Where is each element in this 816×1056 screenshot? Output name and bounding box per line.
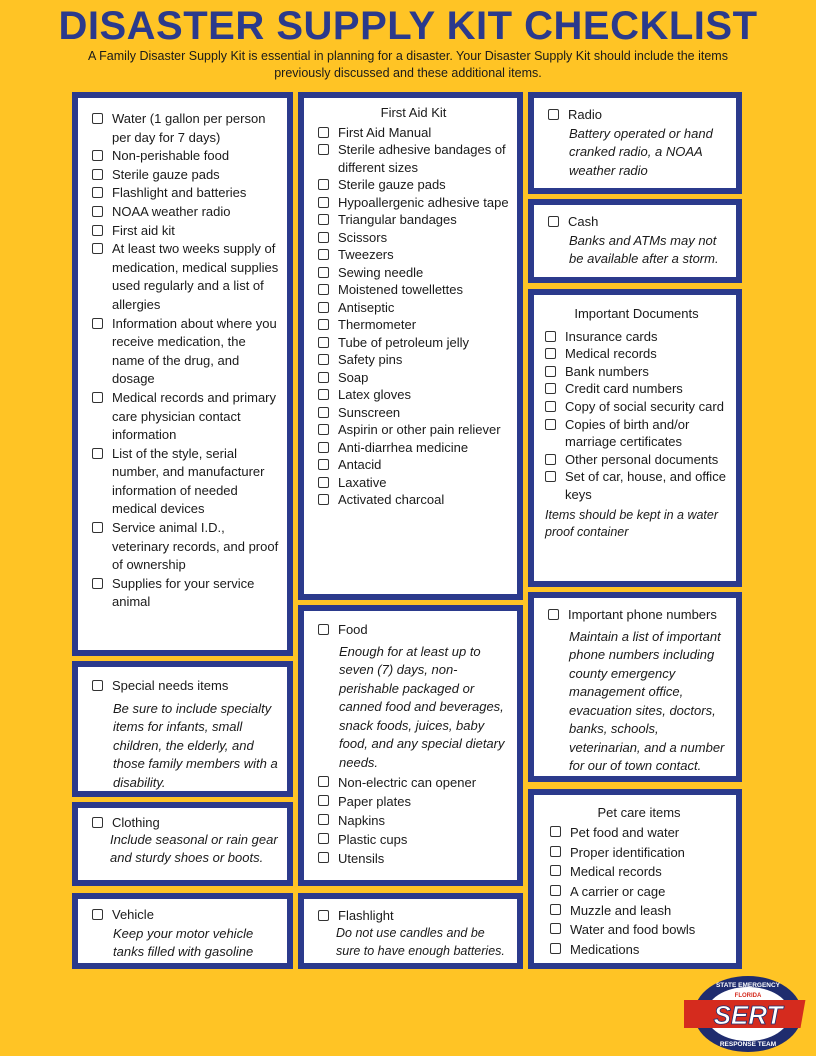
checkbox[interactable]	[318, 459, 329, 470]
checklist-item-label: Utensils	[338, 851, 385, 866]
checkbox[interactable]	[318, 776, 329, 787]
checkbox[interactable]	[92, 392, 103, 403]
checklist-item[interactable]	[318, 264, 509, 282]
checklist-item[interactable]	[318, 316, 509, 334]
checklist-item[interactable]	[545, 363, 728, 381]
checklist-item[interactable]	[318, 456, 509, 474]
radio-note: Battery operated or hand cranked radio, a NOAA weather radio	[569, 125, 713, 178]
checklist-item-label: Laxative	[338, 474, 387, 490]
checklist-item-label: Napkins	[338, 813, 385, 828]
checkbox[interactable]	[318, 477, 329, 488]
checklist-item-label: Scissors	[338, 229, 388, 245]
checklist-item[interactable]	[92, 445, 279, 519]
vehicle-note: Keep your motor vehicle tanks filled with gasoline	[113, 925, 254, 959]
checkbox[interactable]	[550, 826, 561, 837]
checklist-item-label: Latex gloves	[338, 387, 411, 403]
cash-label: Cash	[568, 214, 599, 229]
checklist-item-label: Anti-diarrhea medicine	[338, 439, 469, 455]
pets-box	[528, 789, 742, 969]
flashlight-row[interactable]	[318, 907, 509, 926]
checklist-item-label: Sterile gauze pads	[112, 166, 220, 182]
documents-note: Items should be kept in a water proof container	[545, 507, 719, 540]
food-label: Food	[338, 622, 368, 637]
checklist-item-label: Supplies for your service animal	[112, 575, 255, 610]
vehicle-box	[72, 893, 293, 969]
checklist-item[interactable]	[550, 901, 728, 920]
main-items-box	[72, 92, 293, 656]
checklist-item-label: A carrier or cage	[570, 883, 666, 899]
checkbox[interactable]	[318, 494, 329, 505]
checklist-item-label: Proper identification	[570, 844, 685, 860]
checklist-item[interactable]	[550, 940, 728, 959]
checklist-item[interactable]	[92, 184, 279, 203]
checklist-item[interactable]	[550, 920, 728, 939]
checklist-item[interactable]	[545, 328, 728, 346]
checklist-item-label: Water and food bowls	[570, 922, 696, 938]
checkbox[interactable]	[318, 389, 329, 400]
documents-header: Important Documents	[574, 306, 699, 321]
checkbox[interactable]	[92, 187, 103, 198]
checkbox[interactable]	[545, 331, 556, 342]
cash-checkbox[interactable]	[548, 216, 559, 227]
checkbox[interactable]	[318, 232, 329, 243]
checklist-item[interactable]	[545, 451, 728, 469]
page-subtitle: A Family Disaster Supply Kit is essential in planning for a disaster. Your Disaster Supply Kit should include the items previously discussed and these additional items.	[88, 49, 728, 80]
documents-list	[545, 328, 728, 504]
special-needs-checkbox[interactable]	[92, 680, 103, 691]
checklist-item-label: Hypoallergenic adhesive tape	[338, 194, 509, 210]
checklist-item[interactable]	[318, 830, 509, 849]
checklist-item-label: Tweezers	[338, 247, 394, 263]
checklist-item[interactable]	[318, 849, 509, 868]
checklist-item[interactable]	[550, 882, 728, 901]
checklist-item[interactable]	[545, 416, 728, 451]
cash-box	[528, 199, 742, 283]
checkbox[interactable]	[318, 795, 329, 806]
checkbox[interactable]	[550, 904, 561, 915]
checklist-item-label: Insurance cards	[565, 328, 658, 344]
checkbox[interactable]	[318, 302, 329, 313]
checkbox[interactable]	[545, 366, 556, 377]
checklist-item-label: Bank numbers	[565, 363, 649, 379]
checkbox[interactable]	[318, 144, 329, 155]
checklist-item[interactable]	[92, 575, 279, 612]
checklist-item[interactable]	[318, 229, 509, 247]
checklist-item-label: Pet food and water	[570, 825, 680, 841]
checkbox[interactable]	[318, 249, 329, 260]
clothing-row[interactable]	[92, 814, 279, 833]
checkbox[interactable]	[92, 169, 103, 180]
checklist-item-label: Muzzle and leash	[570, 903, 672, 919]
checklist-item-label: Medical records	[565, 346, 657, 362]
sert-logo	[684, 974, 812, 1054]
checklist-item-label: Credit card numbers	[565, 381, 683, 397]
checklist-item-label: First Aid Manual	[338, 124, 432, 140]
first-aid-list	[318, 124, 509, 509]
phone-row[interactable]	[548, 606, 728, 625]
cash-row[interactable]	[548, 213, 728, 232]
logo-top-text: STATE EMERGENCY	[715, 982, 781, 989]
checklist-item-label: Copies of birth and/or marriage certificates	[565, 416, 690, 450]
food-checkbox[interactable]	[318, 624, 329, 635]
checklist-item-label: At least two weeks supply of medication, medical supplies used regularly and a list of allergies	[112, 241, 279, 312]
checkbox[interactable]	[92, 243, 103, 254]
checklist-item[interactable]	[318, 211, 509, 229]
checkbox[interactable]	[318, 337, 329, 348]
checkbox[interactable]	[318, 284, 329, 295]
checklist-item-label: Water (1 gallon per person per day for 7 days)	[112, 111, 266, 145]
checklist-item[interactable]	[92, 315, 279, 389]
checkbox[interactable]	[92, 318, 103, 329]
checklist-item[interactable]	[550, 862, 728, 881]
checklist-item[interactable]	[318, 404, 509, 422]
checklist-item[interactable]	[318, 811, 509, 830]
checkbox[interactable]	[318, 319, 329, 330]
clothing-box	[72, 802, 293, 886]
checkbox[interactable]	[545, 401, 556, 412]
checklist-item[interactable]	[318, 281, 509, 299]
checkbox[interactable]	[318, 214, 329, 225]
checkbox[interactable]	[318, 852, 329, 863]
checklist-item-label: Sewing needle	[338, 264, 424, 280]
checklist-item[interactable]	[92, 110, 279, 147]
checklist-item[interactable]	[92, 389, 279, 445]
checkbox[interactable]	[318, 354, 329, 365]
checklist-item-label: Set of car, house, and office keys	[565, 469, 726, 502]
checkbox[interactable]	[545, 348, 556, 359]
checklist-item-label: Service animal I.D., veterinary records, and proof of ownership	[112, 520, 279, 573]
phone-label: Important phone numbers	[568, 607, 717, 622]
checklist-item-label: Copy of social security card	[565, 398, 724, 414]
checkbox[interactable]	[318, 442, 329, 453]
checklist-item[interactable]	[318, 369, 509, 387]
checklist-item[interactable]	[545, 468, 728, 503]
checklist-item[interactable]	[92, 519, 279, 575]
flashlight-box	[298, 893, 523, 969]
checklist-item-label: Thermometer	[338, 317, 417, 333]
checklist-item-label: Soap	[338, 369, 369, 385]
flashlight-checkbox[interactable]	[318, 910, 329, 921]
checklist-item[interactable]	[92, 203, 279, 222]
checklist-item[interactable]	[318, 176, 509, 194]
checklist-item[interactable]	[545, 398, 728, 416]
checklist-item-label: Flashlight and batteries	[112, 185, 247, 201]
checklist-item[interactable]	[318, 386, 509, 404]
checklist-item-label: List of the style, serial number, and manufacturer information of needed medical devices	[112, 445, 265, 517]
checklist-item[interactable]	[318, 792, 509, 811]
checkbox[interactable]	[92, 113, 103, 124]
checklist-item[interactable]	[318, 491, 509, 509]
checklist-item-label: NOAA weather radio	[112, 203, 231, 219]
checkbox[interactable]	[318, 267, 329, 278]
clothing-label: Clothing	[112, 815, 160, 830]
checklist-item-label: Information about where you receive medication, the name of the drug, and dosage	[112, 315, 277, 387]
checkbox[interactable]	[545, 419, 556, 430]
checklist-item-label: Moistened towellettes	[338, 282, 464, 298]
checklist-item[interactable]	[318, 351, 509, 369]
checklist-item-label: Other personal documents	[565, 451, 719, 467]
checkbox[interactable]	[318, 814, 329, 825]
checklist-item-label: Antiseptic	[338, 299, 395, 315]
checklist-item-label: Plastic cups	[338, 832, 408, 847]
checkbox[interactable]	[92, 225, 103, 236]
special-needs-label: Special needs items	[112, 678, 229, 693]
phone-checkbox[interactable]	[548, 609, 559, 620]
pets-header: Pet care items	[597, 805, 681, 820]
checklist-item[interactable]	[318, 194, 509, 212]
checklist-item[interactable]	[92, 147, 279, 166]
clothing-note: Include seasonal or rain gear and sturdy shoes or boots.	[110, 831, 278, 865]
checkbox[interactable]	[318, 372, 329, 383]
checklist-item-label: Non-perishable food	[112, 148, 230, 164]
checkbox[interactable]	[318, 127, 329, 138]
food-row[interactable]	[318, 621, 509, 640]
flashlight-label: Flashlight	[338, 908, 394, 923]
checklist-item-label: Sterile adhesive bandages of different sizes	[338, 142, 506, 175]
checkbox[interactable]	[550, 923, 561, 934]
radio-checkbox[interactable]	[548, 109, 559, 120]
checklist-item-label: Triangular bandages	[338, 212, 457, 228]
special-needs-row[interactable]	[92, 677, 279, 696]
checklist-item-label: Paper plates	[338, 794, 411, 809]
food-items-list	[318, 773, 509, 868]
checklist-item[interactable]	[92, 222, 279, 241]
checklist-item[interactable]	[318, 334, 509, 352]
checkbox[interactable]	[318, 407, 329, 418]
checklist-item[interactable]	[550, 843, 728, 862]
checklist-item-label: Antacid	[338, 457, 382, 473]
checklist-item[interactable]	[318, 246, 509, 264]
flashlight-note: Do not use candles and be sure to have enough batteries.	[336, 925, 505, 958]
checklist-item-label: Sterile gauze pads	[338, 177, 446, 193]
first-aid-box	[298, 92, 523, 600]
checkbox[interactable]	[92, 522, 103, 533]
pets-list	[550, 823, 728, 959]
checklist-item[interactable]	[318, 773, 509, 792]
radio-box	[528, 92, 742, 194]
checkbox[interactable]	[545, 471, 556, 482]
checklist-item[interactable]	[545, 380, 728, 398]
clothing-checkbox[interactable]	[92, 817, 103, 828]
vehicle-row[interactable]	[92, 906, 279, 925]
special-needs-note: Be sure to include specialty items for infants, small children, the elderly, and those family members with a disability.	[113, 700, 278, 790]
checklist-item[interactable]	[545, 345, 728, 363]
checkbox[interactable]	[318, 197, 329, 208]
checkbox[interactable]	[318, 833, 329, 844]
vehicle-checkbox[interactable]	[92, 909, 103, 920]
checkbox[interactable]	[92, 150, 103, 161]
logo-acronym: SERT	[713, 1000, 783, 1030]
checkbox[interactable]	[92, 206, 103, 217]
documents-box	[528, 289, 742, 587]
checkbox[interactable]	[545, 454, 556, 465]
main-items-list	[92, 110, 279, 612]
page-title: DISASTER SUPPLY KIT CHECKLIST	[58, 4, 758, 48]
checklist-item[interactable]	[318, 124, 509, 142]
checklist-item[interactable]	[318, 439, 509, 457]
food-note: Enough for at least up to seven (7) days, non-perishable packaged or canned food and beverages, snack foods, juices, baby food, and any special dietary needs.	[339, 643, 505, 770]
checkbox[interactable]	[550, 846, 561, 857]
checkbox[interactable]	[550, 865, 561, 876]
special-needs-box	[72, 661, 293, 797]
checklist-item-label: Tube of petroleum jelly	[338, 334, 470, 350]
checklist-item-label: Medications	[570, 941, 640, 957]
first-aid-header: First Aid Kit	[380, 105, 447, 120]
checkbox[interactable]	[92, 578, 103, 589]
checklist-item-label: First aid kit	[112, 222, 175, 238]
checkbox[interactable]	[318, 424, 329, 435]
food-box	[298, 605, 523, 886]
logo-bottom-text: RESPONSE TEAM	[719, 1041, 777, 1048]
checklist-item-label: Aspirin or other pain reliever	[338, 422, 501, 438]
checklist-item-label: Activated charcoal	[338, 492, 445, 508]
checklist-item[interactable]	[92, 166, 279, 185]
checklist-item[interactable]	[92, 240, 279, 314]
checklist-item[interactable]	[318, 141, 509, 176]
checklist-item-label: Medical records	[570, 864, 662, 880]
checklist-item[interactable]	[318, 474, 509, 492]
logo-state-text: FLORIDA	[734, 993, 762, 999]
radio-row[interactable]	[548, 106, 728, 125]
vehicle-label: Vehicle	[112, 907, 154, 922]
checkbox[interactable]	[318, 179, 329, 190]
checkbox[interactable]	[545, 383, 556, 394]
checklist-item-label: Sunscreen	[338, 404, 401, 420]
checklist-item[interactable]	[550, 823, 728, 842]
checklist-item-label: Safety pins	[338, 352, 403, 368]
cash-note: Banks and ATMs may not be available after a storm.	[569, 232, 719, 266]
checklist-item[interactable]	[318, 299, 509, 317]
checkbox[interactable]	[92, 448, 103, 459]
checklist-item[interactable]	[318, 421, 509, 439]
phone-box	[528, 592, 742, 782]
radio-label: Radio	[568, 107, 602, 122]
checklist-item-label: Medical records and primary care physician contact information	[112, 389, 277, 443]
phone-note: Maintain a list of important phone numbers including county emergency management office, evacuation sites, doctors, banks, schools, veterinarian, and a number for our of town contact.	[569, 628, 725, 773]
checklist-item-label: Non-electric can opener	[338, 775, 477, 790]
checkbox[interactable]	[550, 943, 561, 954]
checkbox[interactable]	[550, 885, 561, 896]
